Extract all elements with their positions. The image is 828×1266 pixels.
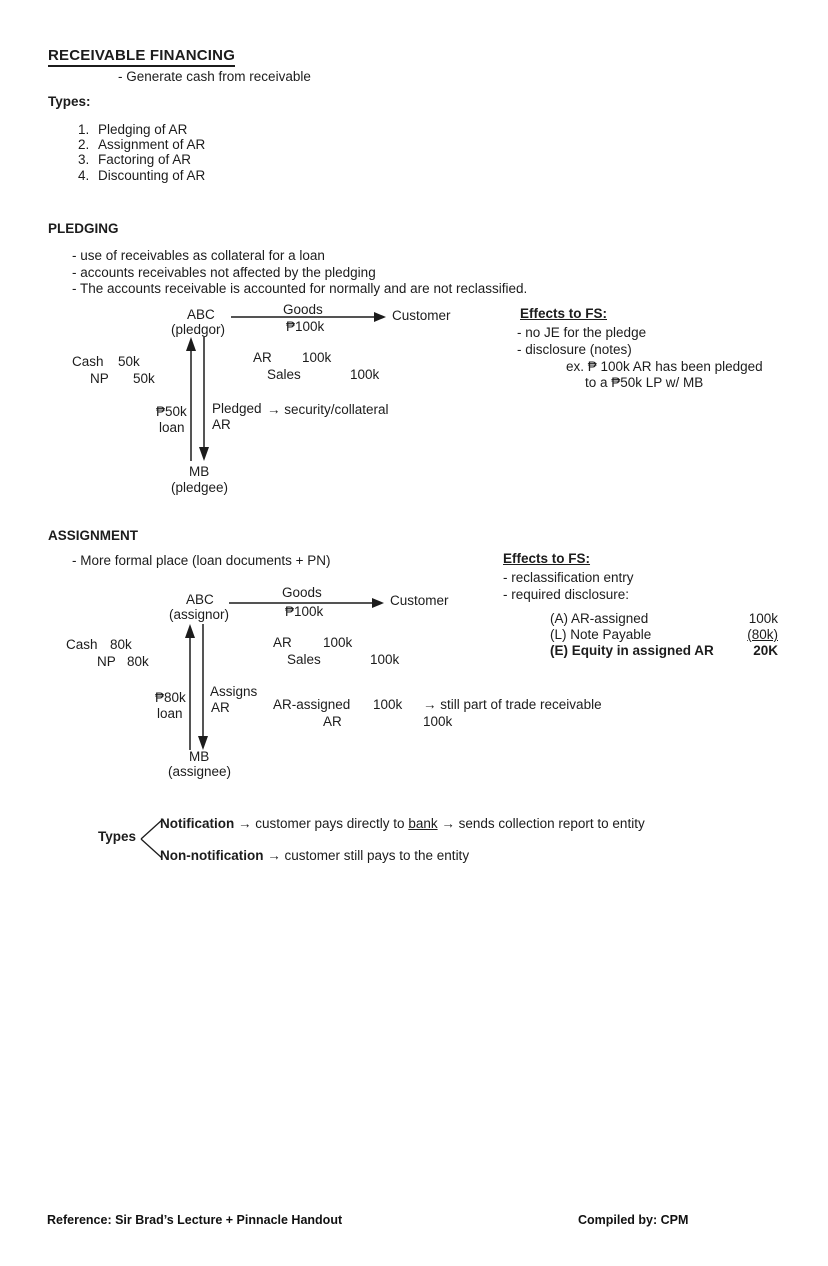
disclosure-row-amount: 20K: [753, 643, 778, 658]
effects-heading: Effects to FS:: [503, 551, 591, 566]
assignment-bullet: - More formal place (loan documents + PN): [72, 553, 331, 568]
pledging-bullet: - use of receivables as collateral for a loan: [72, 248, 325, 263]
je-credit-amount: 80k: [127, 654, 149, 669]
assigns-label: Assigns: [210, 684, 258, 699]
loan-word-label: loan: [159, 420, 185, 435]
bank-underlined-word: bank: [408, 816, 438, 831]
disclosure-row-label: (E) Equity in assigned AR: [550, 643, 714, 658]
reclass-note: → still part of trade receivable: [423, 697, 602, 712]
loan-amount-label: ₱80k: [155, 690, 186, 705]
je-credit-account: NP: [97, 654, 116, 669]
pledging-bullet: - accounts receivables not affected by the pledging: [72, 265, 376, 280]
goods-label: Goods: [283, 302, 323, 317]
je-debit-account: Cash: [72, 354, 104, 369]
effects-heading: Effects to FS:: [520, 306, 608, 321]
list-number: 2.: [78, 137, 90, 152]
je-credit-account: Sales: [287, 652, 321, 667]
je-debit-account: AR: [273, 635, 292, 650]
list-number: 4.: [78, 168, 90, 183]
je-debit-account: AR: [253, 350, 272, 365]
list-number: 3.: [78, 152, 90, 167]
seller-entity: ABC: [187, 307, 215, 322]
pledged-ar-label: AR: [212, 417, 231, 432]
list-item-factoring: Factoring of AR: [98, 152, 192, 167]
je-credit-amount: 50k: [133, 371, 155, 386]
effects-line: - required disclosure:: [503, 587, 630, 602]
seller-role: (assignor): [169, 607, 230, 622]
notification-text: → customer pays directly to: [234, 816, 409, 831]
je-credit-account: Sales: [267, 367, 301, 382]
assignment-heading: ASSIGNMENT: [48, 528, 139, 543]
effects-line: - no JE for the pledge: [517, 325, 647, 340]
effects-example-line: to a ₱50k LP w/ MB: [585, 375, 704, 390]
branch-label: Types: [98, 829, 137, 844]
list-item-discounting: Discounting of AR: [98, 168, 206, 183]
pledging-heading: PLEDGING: [48, 221, 119, 236]
reclass-note-amount: 100k: [423, 714, 453, 729]
bank-entity: MB: [189, 464, 210, 479]
pledging-bullet: - The accounts receivable is accounted for normally and are not reclassified.: [72, 281, 528, 296]
goods-amount: ₱100k: [286, 319, 325, 334]
loan-amount-label: ₱50k: [156, 404, 187, 419]
non-notification-text: → customer still pays to the entity: [263, 848, 470, 863]
notification-text: → sends collection report to entity: [437, 816, 645, 831]
footer-compiled-by: Compiled by: CPM: [578, 1213, 689, 1227]
je-debit-amount: 100k: [323, 635, 353, 650]
je-credit-amount: 100k: [350, 367, 380, 382]
goods-label: Goods: [282, 585, 322, 600]
assigns-ar-label: AR: [211, 700, 230, 715]
notification-term: Notification: [160, 816, 235, 831]
page-title: RECEIVABLE FINANCING: [48, 48, 235, 67]
seller-entity: ABC: [186, 592, 214, 607]
pledge-note: → security/collateral: [267, 402, 389, 417]
disclosure-row-amount: (80k): [747, 627, 778, 642]
footer-reference: Reference: Sir Brad’s Lecture + Pinnacle Handout: [47, 1213, 343, 1227]
je-debit-amount: 100k: [373, 697, 403, 712]
je-credit-amount: 100k: [370, 652, 400, 667]
non-notification-term: Non-notification: [160, 848, 264, 863]
je-debit-amount: 80k: [110, 637, 132, 652]
loan-assign-arrows: [182, 624, 210, 750]
je-debit-amount: 100k: [302, 350, 332, 365]
effects-line: - disclosure (notes): [517, 342, 632, 357]
list-item-pledging: Pledging of AR: [98, 122, 188, 137]
customer-label: Customer: [390, 593, 449, 608]
je-debit-amount: 50k: [118, 354, 140, 369]
customer-label: Customer: [392, 308, 451, 323]
je-debit-account: AR-assigned: [273, 697, 351, 712]
effects-line: - reclassification entry: [503, 570, 634, 585]
list-number: 1.: [78, 122, 90, 137]
types-heading: Types:: [48, 94, 91, 109]
bank-entity: MB: [189, 749, 210, 764]
disclosure-row-label: (A) AR-assigned: [550, 611, 649, 626]
loan-word-label: loan: [157, 706, 183, 721]
seller-role: (pledgor): [171, 322, 226, 337]
je-credit-account: NP: [90, 371, 109, 386]
effects-example-line: ex. ₱ 100k AR has been pledged: [566, 359, 763, 374]
bank-role: (assignee): [168, 764, 232, 779]
je-debit-account: Cash: [66, 637, 98, 652]
page-subtitle: - Generate cash from receivable: [118, 69, 311, 84]
loan-pledge-arrows: [183, 337, 211, 461]
non-notification-line: [160, 848, 469, 864]
goods-amount: ₱100k: [285, 604, 324, 619]
pledged-label: Pledged: [212, 401, 262, 416]
disclosure-row-label: (L) Note Payable: [550, 627, 652, 642]
je-credit-account: AR: [323, 714, 342, 729]
disclosure-row-amount: 100k: [748, 611, 778, 626]
list-item-assignment: Assignment of AR: [98, 137, 206, 152]
bank-role: (pledgee): [171, 480, 229, 495]
notification-line: [160, 816, 645, 832]
